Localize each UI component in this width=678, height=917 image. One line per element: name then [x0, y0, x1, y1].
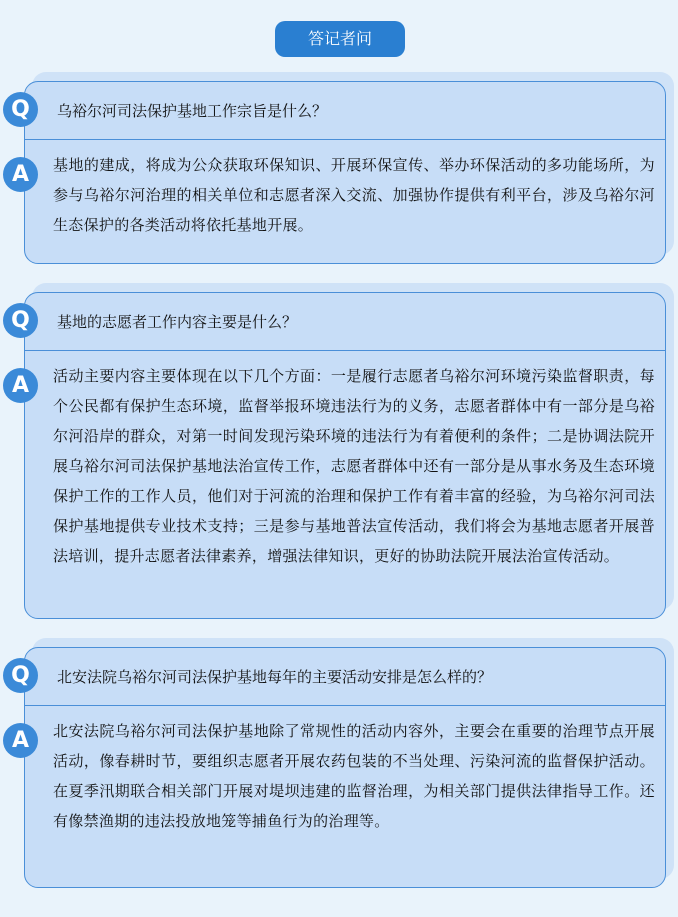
question-text: 北安法院乌裕尔河司法保护基地每年的主要活动安排是怎么样的？ — [25, 648, 665, 706]
a-badge-icon: A — [3, 723, 38, 758]
qa-card-2 — [0, 292, 678, 619]
answer-text: 北安法院乌裕尔河司法保护基地除了常规性的活动内容外，主要会在重要的治理节点开展活动，像春耕时节，要组织志愿者开展农药包装的不当处理、污染河流的监督保护活动。在夏季汛期联合相关部门开展对堤坝违建的监督治理，为相关部门提供法律指导工作。还有像禁渔期的违法投放地笼等捕鱼行为的治理等。 — [53, 722, 655, 830]
qa-card-1 — [0, 81, 678, 264]
question-text: 乌裕尔河司法保护基地工作宗旨是什么？ — [25, 82, 665, 140]
a-badge-icon: A — [3, 157, 38, 192]
question-text: 基地的志愿者工作内容主要是什么？ — [25, 293, 665, 351]
q-badge-icon: Q — [3, 658, 38, 693]
qa-card-frame — [24, 647, 666, 888]
qa-card-frame — [24, 292, 666, 619]
qa-card-frame — [24, 81, 666, 264]
a-badge-icon: A — [3, 368, 38, 403]
page-title: 答记者问 — [275, 21, 405, 57]
answer-text: 基地的建成，将成为公众获取环保知识、开展环保宣传、举办环保活动的多功能场所，为参与乌裕尔河治理的相关单位和志愿者深入交流、加强协作提供有利平台，涉及乌裕尔河生态保护的各类活动将依托基地开展。 — [53, 156, 655, 234]
q-badge-icon: Q — [3, 92, 38, 127]
q-badge-icon: Q — [3, 303, 38, 338]
answer-text: 活动主要内容主要体现在以下几个方面：一是履行志愿者乌裕尔河环境污染监督职责，每个公民都有保护生态环境，监督举报环境违法行为的义务，志愿者群体中有一部分是乌裕尔河沿岸的群众，对第一时间发现污染环境的违法行为有着便利的条件；二是协调法院开展乌裕尔河司法保护基地法治宣传工作，志愿者群体中还有一部分是从事水务及生态环境保护工作的工作人员，他们对于河流的治理和保护工作有着丰富的经验，为乌裕尔河司法保护基地提供专业技术支持；三是参与基地普法宣传活动，我们将会为基地志愿者开展普法培训，提升志愿者法律素养，增强法律知识，更好的协助法院开展法治宣传活动。 — [53, 367, 655, 565]
qa-card-3 — [0, 647, 678, 888]
